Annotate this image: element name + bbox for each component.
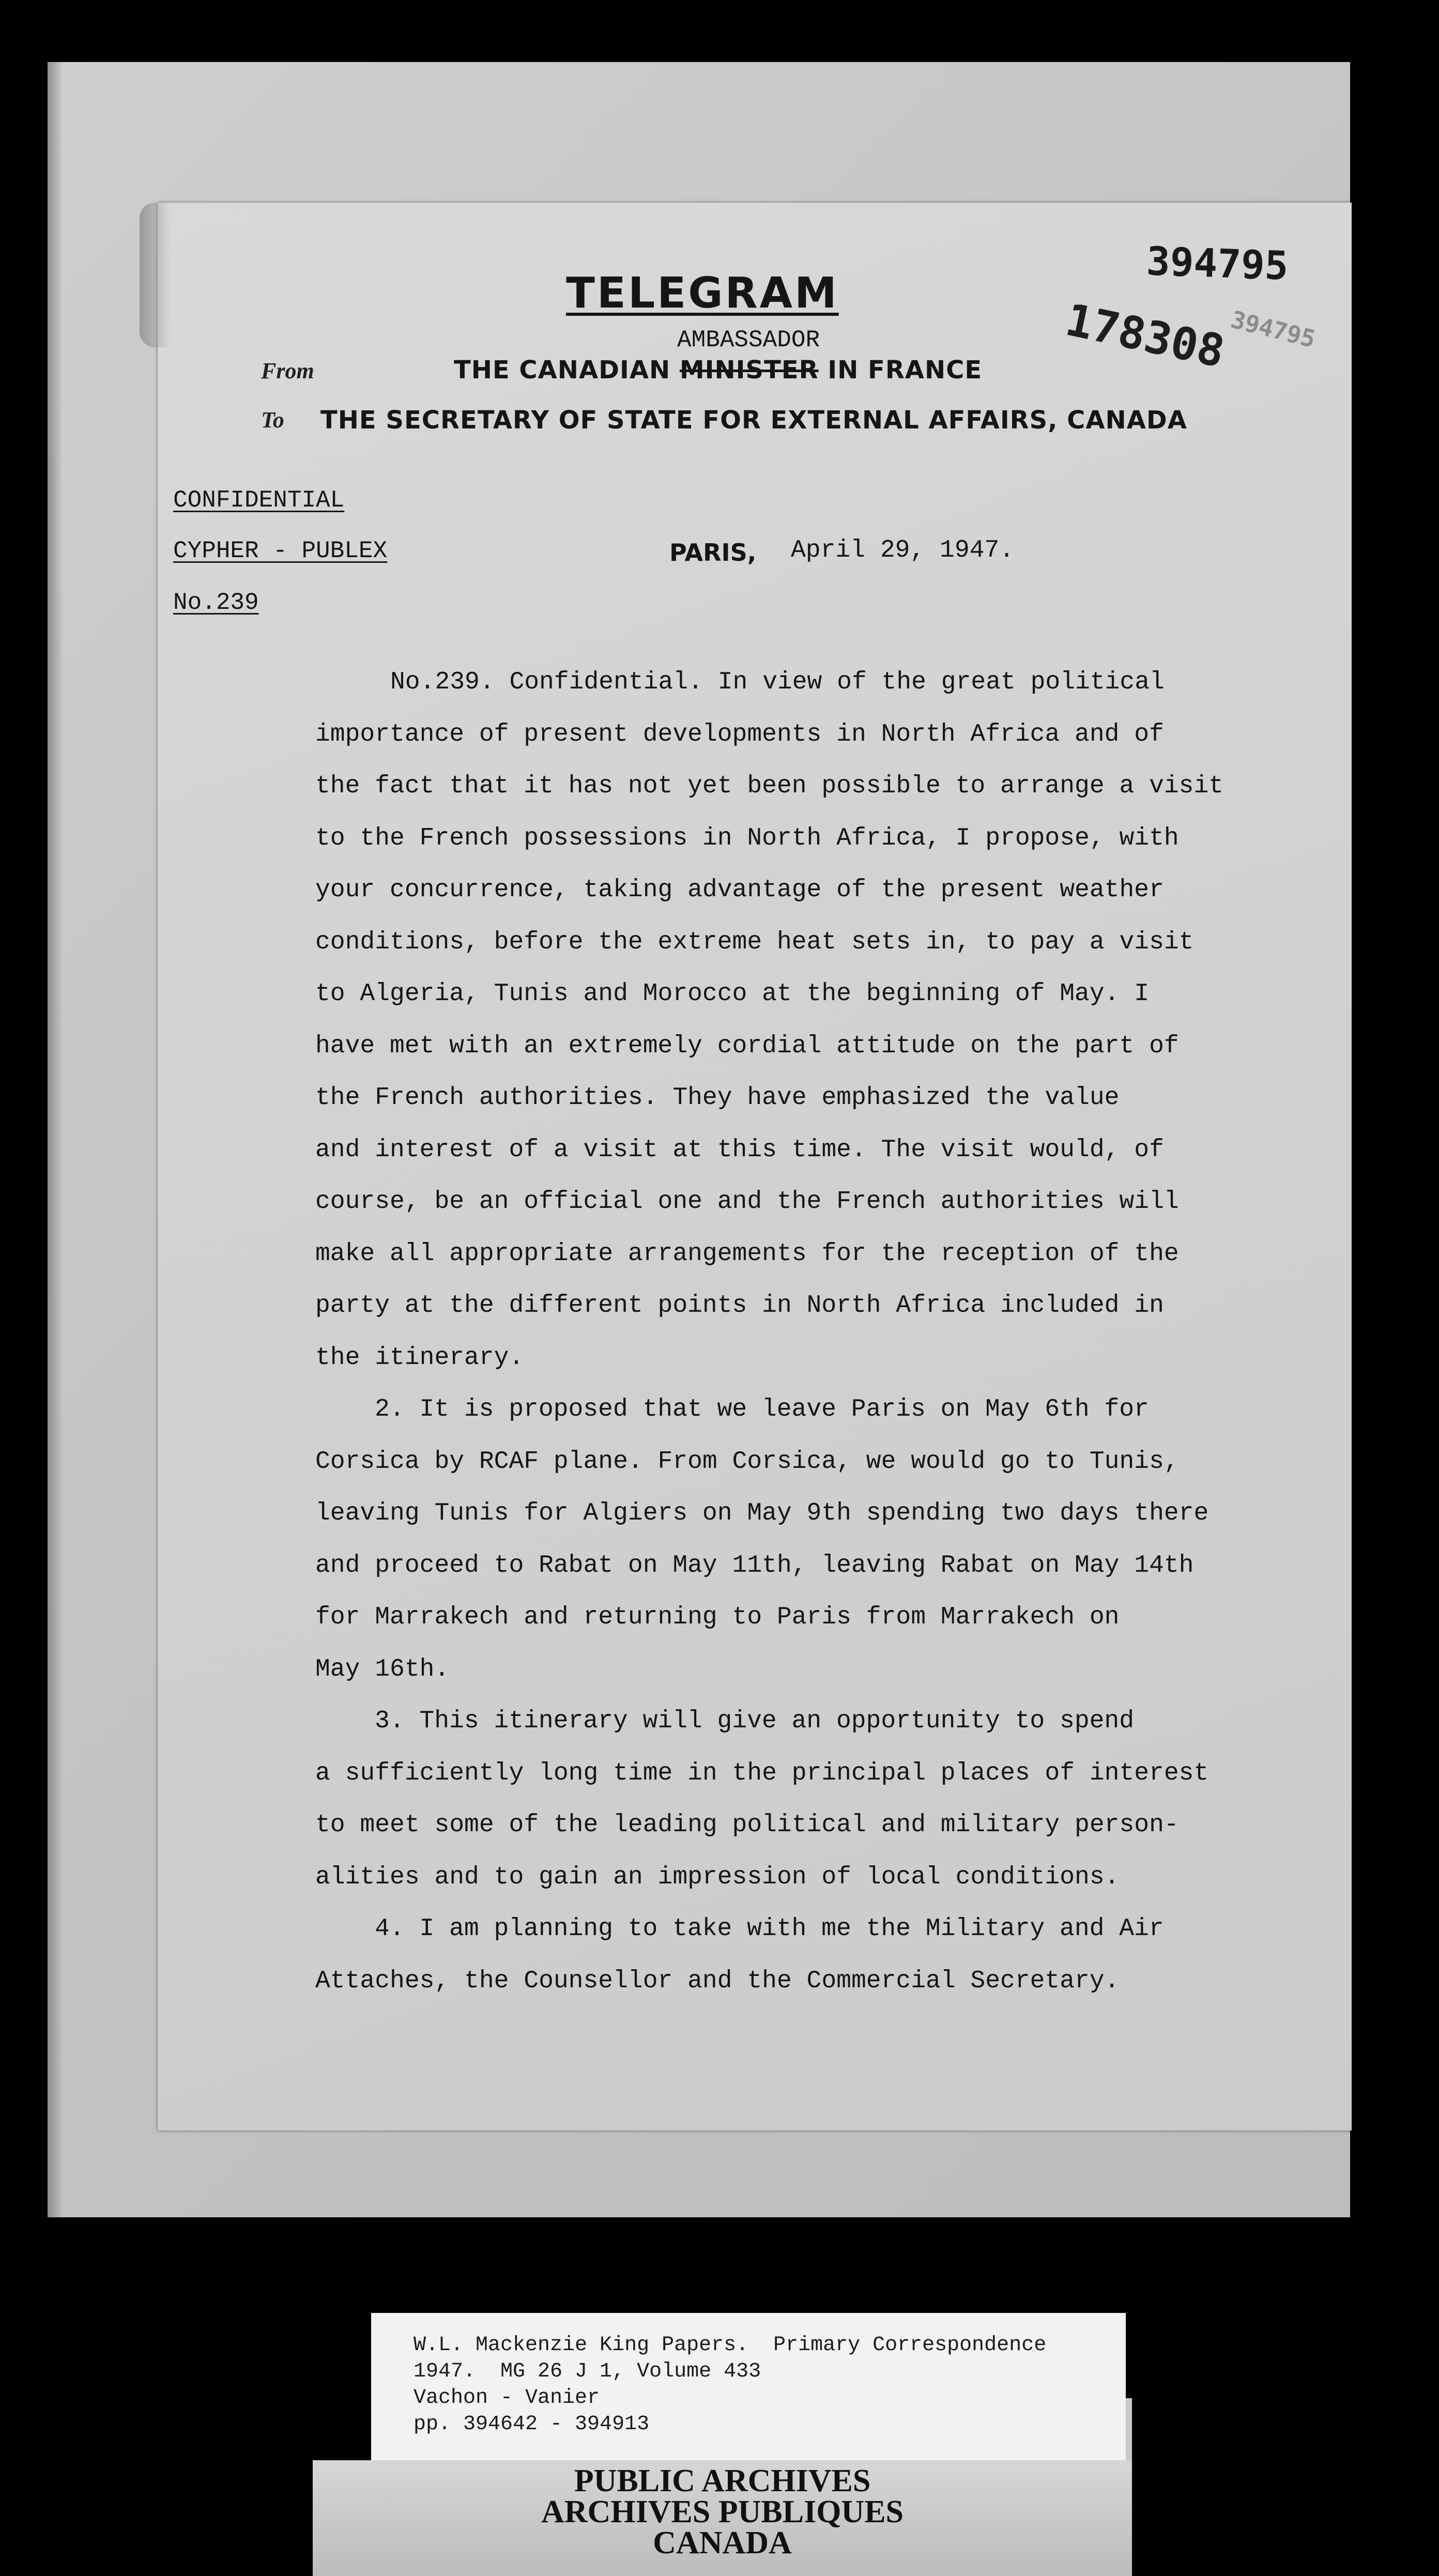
place-of-origin: PARIS, (669, 539, 757, 566)
body-line: to meet some of the leading political and military person- (315, 1811, 1179, 1839)
body-line: and interest of a visit at this time. The visit would, of (315, 1136, 1164, 1164)
archive-label-text (414, 2332, 1046, 2437)
page-edge-shadow (48, 62, 63, 2217)
telegram-date: April 29, 1947. (791, 536, 1015, 564)
body-line: May 16th. (315, 1655, 450, 1683)
archive-label-line: Vachon - Vanier (414, 2386, 600, 2410)
page-curl (140, 203, 171, 347)
to-label: To (261, 407, 284, 433)
sender-prefix: THE CANADIAN (454, 356, 671, 385)
body-line: leaving Tunis for Algiers on May 9th spending two days there (315, 1499, 1209, 1527)
body-line: the fact that it has not yet been possible to arrange a visit (315, 772, 1224, 800)
sender-title-correction: AMBASSADOR (677, 327, 820, 354)
body-line: the French authorities. They have emphasized the value (315, 1084, 1120, 1112)
sender-line (454, 356, 982, 385)
message-number: No.239 (173, 589, 259, 616)
archive-stamp-text (313, 2465, 1132, 2558)
body-line: and proceed to Rabat on May 11th, leaving Rabat on May 14th (315, 1551, 1194, 1580)
body-line: a sufficiently long time in the principal places of interest (315, 1759, 1209, 1787)
from-label: From (261, 358, 314, 384)
telegram-title: TELEGRAM (566, 269, 839, 318)
body-line: your concurrence, taking advantage of the present weather (315, 876, 1164, 904)
document-number-stamp: 394795 (1145, 238, 1290, 289)
body-line: Attaches, the Counsellor and the Commercial Secretary. (315, 1967, 1120, 1995)
body-line: No.239. Confidential. In view of the great political (390, 668, 1165, 696)
cypher-line: CYPHER - PUBLEX (173, 538, 388, 564)
body-line: 3. This itinerary will give an opportunity to spend (375, 1707, 1135, 1735)
body-line: to Algeria, Tunis and Morocco at the beginning of May. I (315, 980, 1150, 1008)
body-line: 2. It is proposed that we leave Paris on May 6th for (375, 1396, 1149, 1423)
archive-stamp-line: ARCHIVES PUBLIQUES (541, 2494, 904, 2529)
archive-label-line: W.L. Mackenzie King Papers. Primary Correspondence (414, 2334, 1047, 2357)
faint-number-stamp: 394795 (1228, 305, 1319, 354)
body-line: conditions, before the extreme heat sets in, to pay a visit (315, 928, 1194, 956)
classification: CONFIDENTIAL (173, 487, 345, 514)
body-line: have met with an extremely cordial attitude on the part of (315, 1032, 1179, 1060)
body-line: alities and to gain an impression of local conditions. (315, 1863, 1120, 1891)
archive-stamp-line: CANADA (653, 2525, 792, 2560)
old-number-stamp: 178308 (1061, 294, 1229, 378)
body-line: Corsica by RCAF plane. From Corsica, we would go to Tunis, (315, 1447, 1179, 1476)
telegram-body (315, 656, 1297, 2007)
sender-struck-title: MINISTER (679, 356, 819, 385)
body-line: for Marrakech and returning to Paris from Marrakech on (315, 1603, 1120, 1631)
body-line: importance of present developments in North Africa and of (315, 720, 1164, 748)
sender-suffix: IN FRANCE (828, 356, 983, 385)
archive-label-line: 1947. MG 26 J 1, Volume 433 (414, 2360, 761, 2383)
body-line: the itinerary. (315, 1343, 524, 1372)
archive-stamp-line: PUBLIC ARCHIVES (574, 2463, 871, 2498)
body-line: course, be an official one and the French authorities will (315, 1188, 1179, 1216)
archive-label-line: pp. 394642 - 394913 (414, 2413, 650, 2436)
body-line: make all appropriate arrangements for the reception of the (315, 1239, 1179, 1268)
recipient-line: THE SECRETARY OF STATE FOR EXTERNAL AFFAIRS, CANADA (320, 406, 1187, 435)
body-line: party at the different points in North Africa included in (315, 1292, 1164, 1320)
body-line: 4. I am planning to take with me the Military and Air (375, 1915, 1164, 1943)
body-line: to the French possessions in North Africa, I propose, with (315, 824, 1179, 852)
